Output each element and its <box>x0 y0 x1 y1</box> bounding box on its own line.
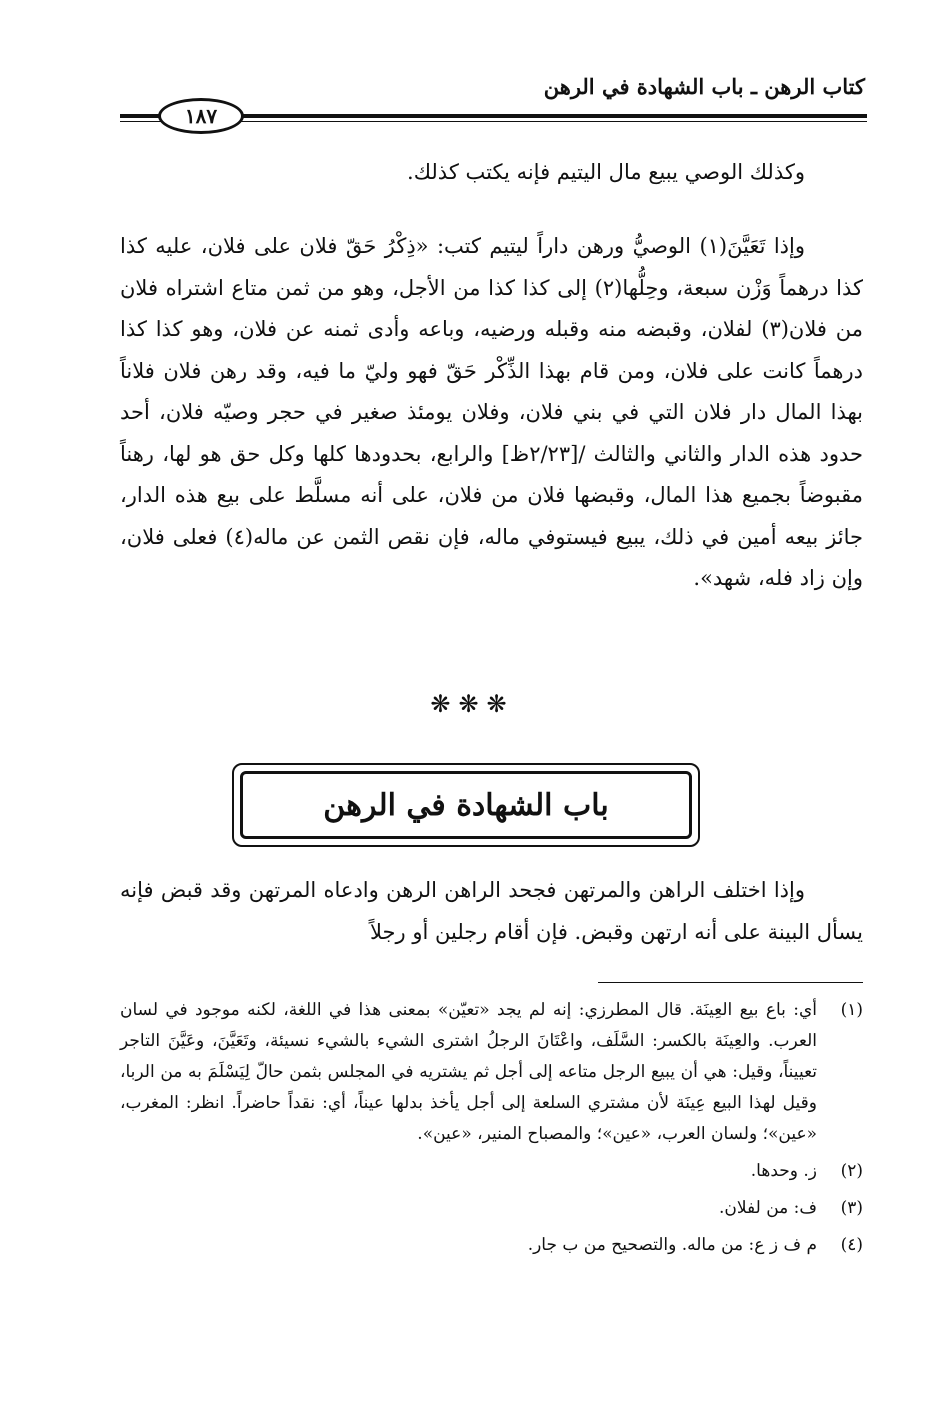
body-paragraph-3: وإذا اختلف الراهن والمرتهن فجحد الراهن الرهن وادعاه المرتهن وقد قبض فإنه يسأل البينة على أنه ارتهن وقبض. فإن أقام رجلين أو رجلاً <box>120 878 863 944</box>
footnote-text: م ف ز ع: من ماله. والتصحيح من ب جار. <box>527 1235 817 1255</box>
footnote-item <box>120 1156 863 1187</box>
chapter-title-frame <box>232 763 700 847</box>
running-title: كتاب الرهن ـ باب الشهادة في الرهن <box>543 74 865 99</box>
footnote-number: (٤) <box>840 1235 863 1255</box>
body-paragraph-2: وإذا تَعَيَّنَ(١) الوصيُّ ورهن داراً ليتيم كتب: «ذِكْرُ حَقّ فلان على فلان، عليه كذا كذا درهماً وَزْن سبعة، وحِلُّها(٢) إلى كذا كذا من الأجل، وهو من ثمن متاع اشتراه فلان من فلان(٣) لفلان، وقبضه منه وقبله ورضيه، وباعه وأدى ثمنه عن فلان، وهو كذا كذا درهماً كانت على فلان، ومن قام بهذا الذِّكْر حَقّ فهو وليّ ما فيه، وقد رهن فلان فلاناً بهذا المال دار فلان التي في بني فلان، وفلان يومئذ صغير في حجر وصيّه فلان، أحد حدود هذه الدار والثاني والثالث /[٢/٢٣ظ] والرابع، بحدودها كلها وكل حق هو لها، رهناً مقبوضاً بجميع هذا المال، وقبضها فلان من فلان، على أنه مسلَّط على بيع هذه الدار، جائز بيعه أمين في ذلك، يبيع فيستوفي ماله، فإن نقص الثمن عن ماله(٤) فعلى فلان، وإن زاد فله، شهد». <box>120 234 864 590</box>
footnote-text: ز. وحدها. <box>750 1161 817 1181</box>
footnote-item <box>120 995 863 1150</box>
footnote-text: ف: من لفلان. <box>718 1198 817 1218</box>
footnote-text: أي: باع بيع العِينَة. قال المطرزي: إنه لم يجد «تعيّن» بمعنى هذا في اللغة، لكنه موجود في لسان العرب. والعِينَة بالكسر: السَّلَف، واعْتَانَ الرجلُ اشترى الشيء بالشيء نسيئة، وتَعَيَّنَ، وعَيَّنَ التاجر تعييناً، وقيل: هي أن يبيع الرجل متاعه إلى أجل ثم يشتريه في المجلس بثمن حالّ لِيَسْلَمَ به من الربا، وقيل لهذا البيع عِينَة لأن مشتري السلعة إلى أجل يأخذ بدلها عيناً، أي: نقداً حاضراً. انظر: المغرب، «عين»؛ ولسان العرب، «عين»؛ والمصباح المنير، «عين». <box>120 1000 817 1144</box>
footnote-number: (١) <box>840 1000 863 1020</box>
footnote-item <box>120 1230 863 1261</box>
footnote-number: (٣) <box>840 1198 863 1218</box>
footnotes <box>120 995 863 1267</box>
footnote-item <box>120 1193 863 1224</box>
page-number: ١٨٧ <box>158 98 244 134</box>
chapter-title-inner-frame <box>240 771 692 839</box>
footnote-number: (٢) <box>840 1161 863 1181</box>
section-ornament: ❋❋❋ <box>430 690 515 718</box>
chapter-title: باب الشهادة في الرهن <box>323 787 609 823</box>
footnote-separator <box>598 982 863 983</box>
body-paragraph-1: وكذلك الوصي يبيع مال اليتيم فإنه يكتب كذلك. <box>407 160 805 184</box>
